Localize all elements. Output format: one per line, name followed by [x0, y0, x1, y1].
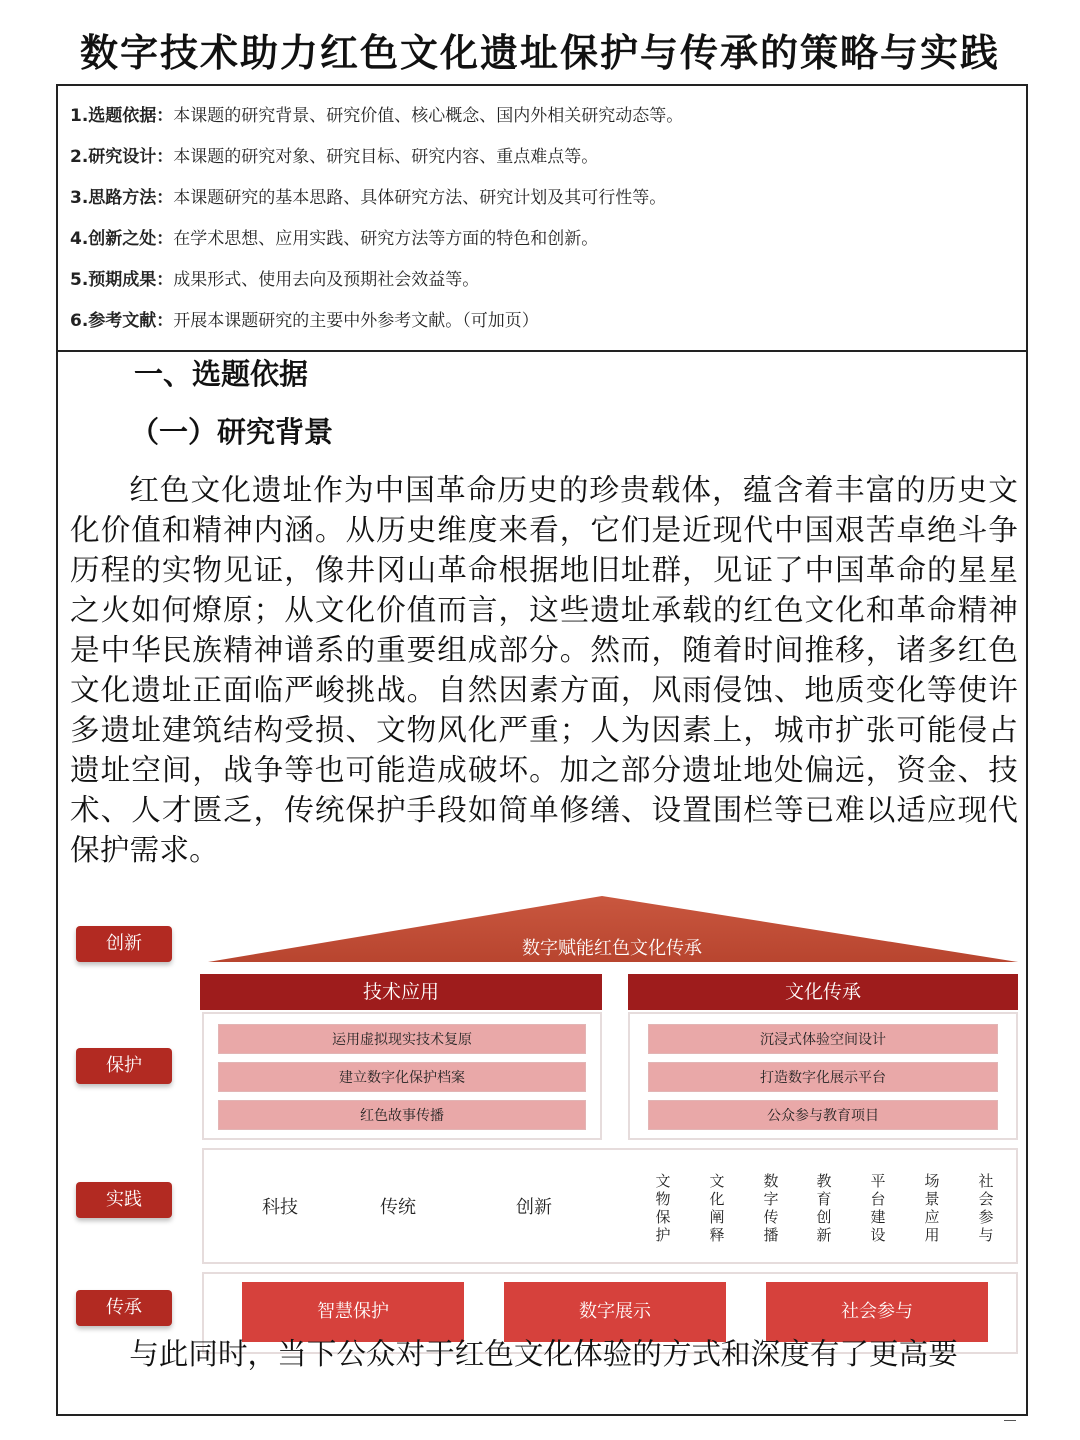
guide-text: 本课题研究的基本思路、具体研究方法、研究计划及其可行性等。 [173, 188, 667, 208]
content-frame [56, 84, 1028, 1416]
side-label-practice: 实践 [76, 1182, 172, 1218]
section-heading: 一、选题依据 [134, 357, 309, 391]
guide-item [70, 221, 1010, 262]
practice-vertical-word: 场景应用 [924, 1172, 940, 1244]
roof-title: 数字赋能红色文化传承 [522, 938, 702, 959]
guide-key: 1.选题依据： [70, 106, 174, 126]
practice-panel [202, 1148, 1018, 1264]
guide-item [70, 139, 1010, 180]
guide-key: 3.思路方法： [70, 188, 174, 208]
document-title: 数字技术助力红色文化遗址保护与传承的策略与实践 [79, 31, 1000, 75]
guide-item [70, 98, 1010, 139]
side-label-innovation: 创新 [76, 926, 172, 962]
tech-item: 红色故事传播 [218, 1100, 586, 1130]
guide-item [70, 303, 1010, 344]
practice-word: 传统 [380, 1197, 416, 1218]
practice-vertical-word: 平台建设 [870, 1172, 886, 1244]
guide-text: 本课题的研究背景、研究价值、核心概念、国内外相关研究动态等。 [173, 106, 684, 126]
side-label-inheritance: 传承 [76, 1290, 172, 1326]
column-header-culture: 文化传承 [628, 974, 1018, 1010]
guide-key: 2.研究设计： [70, 147, 174, 167]
tech-item: 运用虚拟现实技术复原 [218, 1024, 586, 1054]
body-paragraph-continued: 与此同时，当下公众对于红色文化体验的方式和深度有了更高要 [129, 1337, 958, 1371]
practice-word: 科技 [262, 1197, 298, 1218]
guide-key: 6.参考文献： [70, 311, 174, 331]
practice-vertical-word: 文化阐释 [709, 1172, 725, 1244]
guide-key: 5.预期成果： [70, 270, 174, 290]
guide-text: 本课题的研究对象、研究目标、研究内容、重点难点等。 [173, 147, 599, 167]
digital-display-block: 数字展示 [504, 1282, 726, 1342]
page-mark [1004, 1420, 1016, 1421]
social-participation-block: 社会参与 [766, 1282, 988, 1342]
side-label-protection: 保护 [76, 1048, 172, 1084]
culture-panel [628, 1012, 1018, 1140]
guide-text: 在学术思想、应用实践、研究方法等方面的特色和创新。 [173, 229, 599, 249]
guide-text: 成果形式、使用去向及预期社会效益等。 [173, 270, 480, 290]
body-paragraph: 红色文化遗址作为中国革命历史的珍贵载体，蕴含着丰富的历史文化价值和精神内涵。从历史维度来看，它们是近现代中国艰苦卓绝斗争历程的实物见证，像井冈山革命根据地旧址群，见证了中国革命的星星之火如何燎原；从文化价值而言，这些遗址承载的红色文化和革命精神是中华民族精神谱系的重要组成部分。然而，随着时间推移，诸多红色文化遗址正面临严峻挑战。自然因素方面，风雨侵蚀、地质变化等使许多遗址建筑结构受损、文物风化严重；人为因素上，城市扩张可能侵占遗址空间，战争等也可能造成破坏。加之部分遗址地处偏远，资金、技术、人才匮乏，传统保护手段如简单修缮、设置围栏等已难以适应现代保护需求。 [70, 473, 1018, 867]
guide-list [70, 98, 1010, 344]
culture-item: 打造数字化展示平台 [648, 1062, 998, 1092]
guide-item [70, 262, 1010, 303]
culture-item: 公众参与教育项目 [648, 1100, 998, 1130]
tech-panel [202, 1012, 602, 1140]
practice-vertical-word: 文物保护 [655, 1172, 671, 1244]
smart-protection-block: 智慧保护 [242, 1282, 464, 1342]
practice-vertical-word: 教育创新 [816, 1172, 832, 1244]
culture-item: 沉浸式体验空间设计 [648, 1024, 998, 1054]
guide-item [70, 180, 1010, 221]
practice-word: 创新 [516, 1197, 552, 1218]
practice-vertical-word: 数字传播 [763, 1172, 779, 1244]
practice-vertical-word: 社会参与 [978, 1172, 994, 1244]
column-header-tech: 技术应用 [200, 974, 602, 1010]
guide-text: 开展本课题研究的主要中外参考文献。（可加页） [173, 311, 539, 331]
tech-item: 建立数字化保护档案 [218, 1062, 586, 1092]
guide-key: 4.创新之处： [70, 229, 174, 249]
subsection-heading: （一）研究背景 [130, 415, 334, 449]
framework-diagram [66, 894, 1022, 1340]
